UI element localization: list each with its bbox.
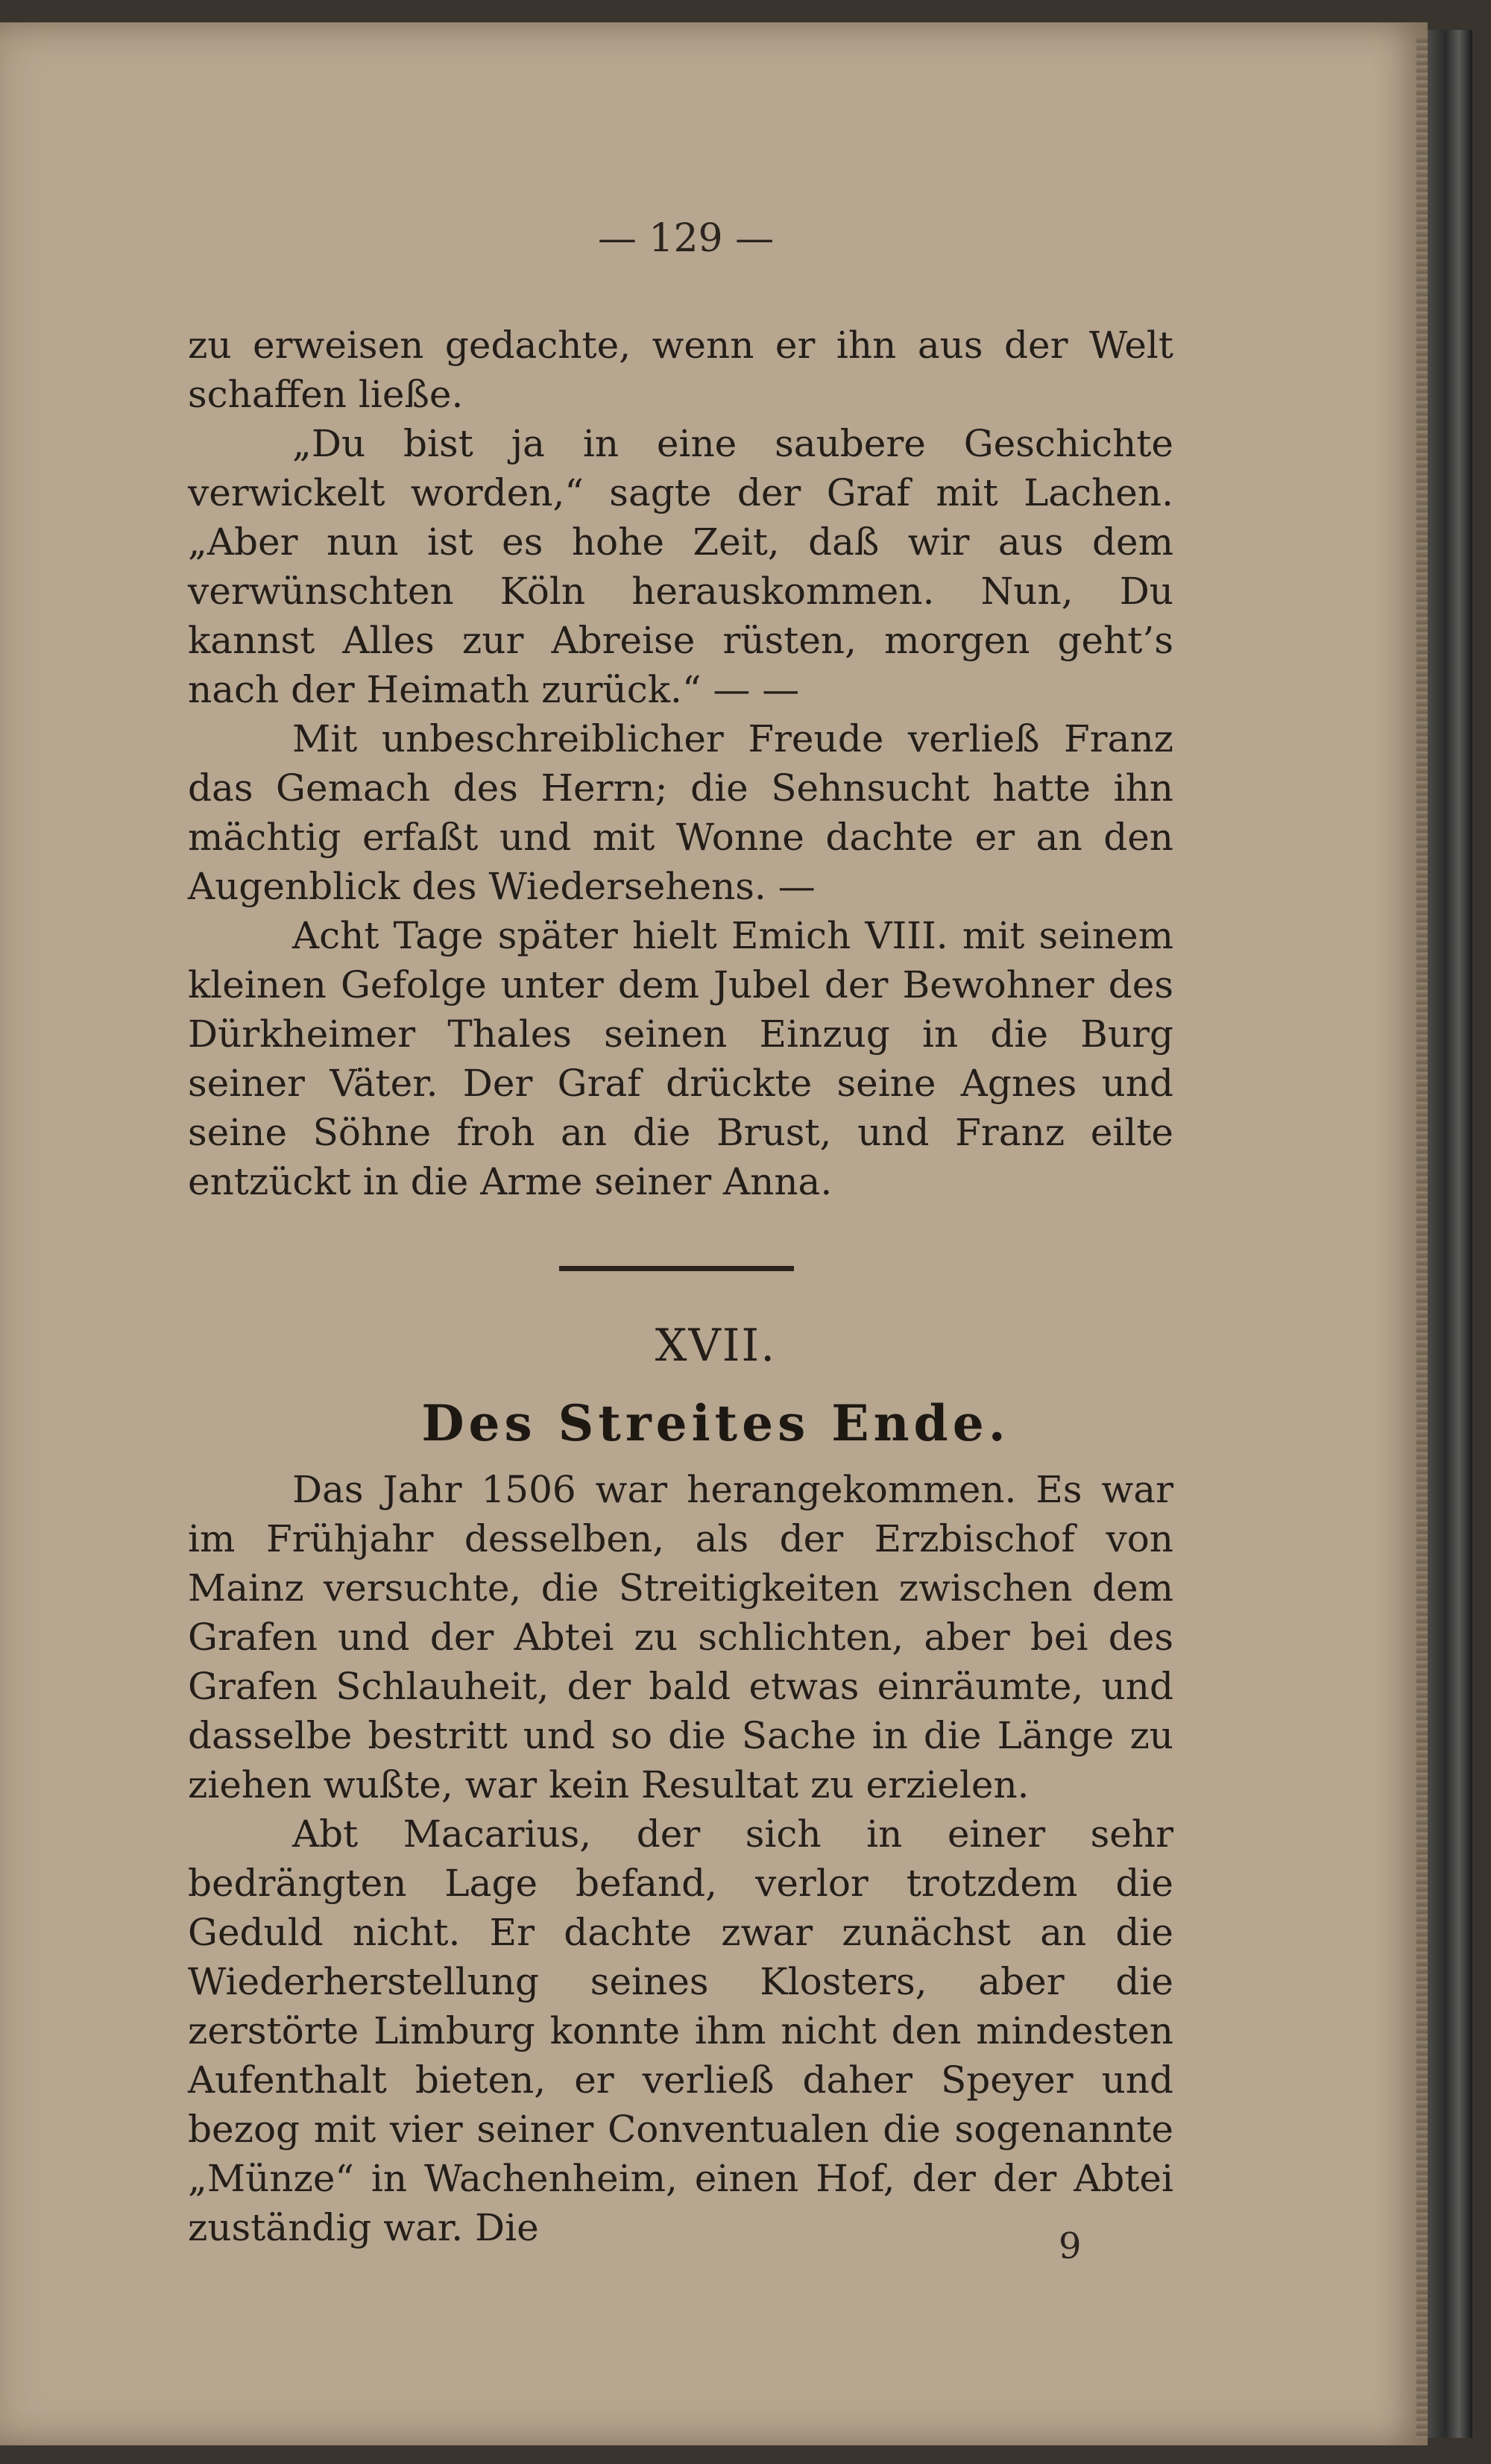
chapter-title: Des Streites Ende. <box>421 1394 1010 1452</box>
paragraph: „Du bist ja in eine saubere Geschichte verwickelt worden,“ sagte der Graf mit Lachen. „Aber nun ist es hohe Zeit, daß wir aus dem verwünschten Köln herauskommen. Nun, Du kannst Alles zur Abreise rüsten, morgen geht’s nach der Heimath zurück.“ — — <box>188 422 1173 711</box>
text-block-bottom <box>188 1465 1173 2252</box>
page-number: — 129 — <box>597 216 775 261</box>
paragraph: zu erweisen gedachte, wenn er ihn aus der Welt schaffen ließe. <box>188 324 1173 416</box>
text-block-top <box>188 321 1173 1206</box>
paragraph: Abt Macarius, der sich in einer sehr bedrängten Lage befand, verlor trotzdem die Geduld nicht. Er dachte zwar zunächst an die Wiederherstellung seines Klosters, aber die zerstörte Limburg konnte ihm nicht den mindesten Aufenthalt bieten, er verließ daher Speyer und bezog mit vier seiner Conventualen die sogenannte „Münze“ in Wachenheim, einen Hof, der der Abtei zuständig war. Die <box>188 1812 1173 2249</box>
signature-mark: 9 <box>1059 2225 1082 2267</box>
book-cover-edge <box>1428 30 1472 2438</box>
paragraph: Acht Tage später hielt Emich VIII. mit seinem kleinen Gefolge unter dem Jubel der Bewohner des Dürkheimer Thales seinen Einzug in die Burg seiner Väter. Der Graf drückte seine Agnes und seine Söhne froh an die Brust, und Franz eilte entzückt in die Arme seiner Anna. <box>188 914 1173 1203</box>
section-divider <box>559 1266 794 1271</box>
paragraph: Das Jahr 1506 war herangekommen. Es war im Frühjahr desselben, als der Erzbischof von Mainz versuchte, die Streitigkeiten zwischen dem Grafen und der Abtei zu schlichten, aber bei des Grafen Schlauheit, der bald etwas einräumte, und dasselbe bestritt und so die Sache in die Länge zu ziehen wußte, war kein Resultat zu erzielen. <box>188 1468 1173 1806</box>
chapter-number: XVII. <box>655 1320 777 1372</box>
paragraph: Mit unbeschreiblicher Freude verließ Franz das Gemach des Herrn; die Sehnsucht hatte ihn mächtig erfaßt und mit Wonne dachte er an den Augenblick des Wiedersehens. — <box>188 717 1173 908</box>
